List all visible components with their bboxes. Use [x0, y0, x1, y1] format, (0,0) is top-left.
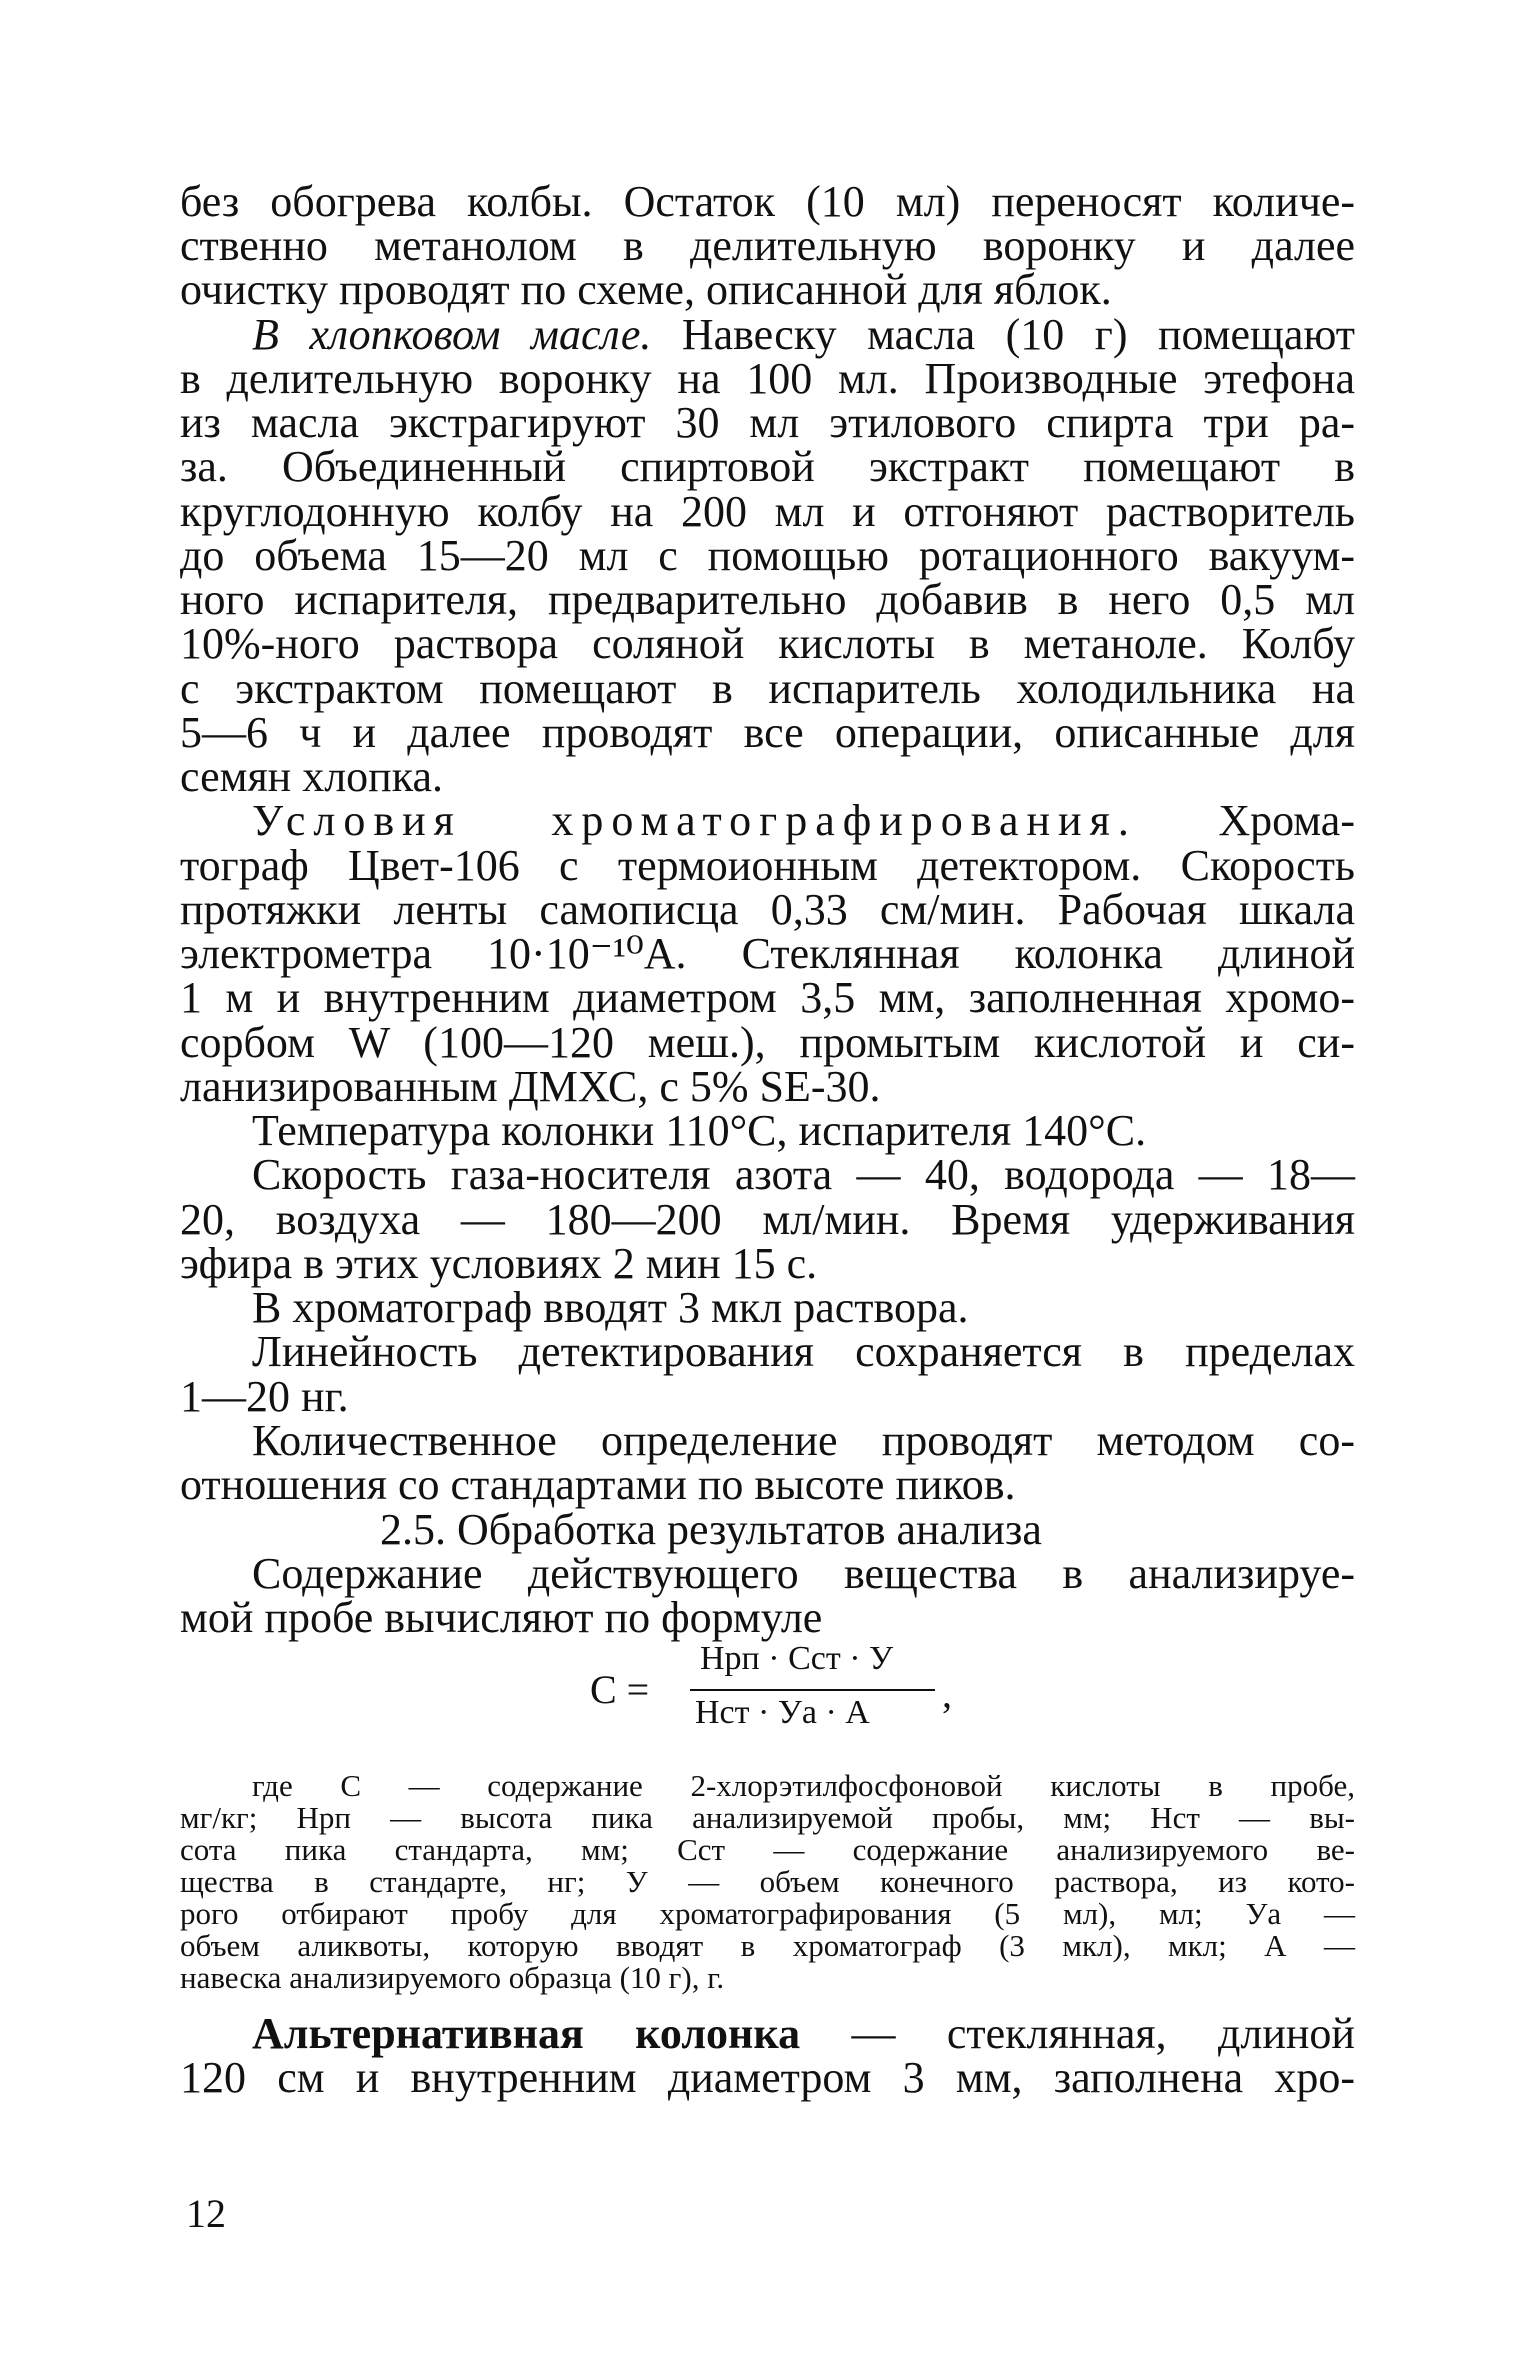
text-line: протяжки ленты самописца 0,33 см/мин. Рабочая шкала	[180, 885, 1355, 934]
formula-denominator: Hст · Уа · A	[695, 1694, 870, 1731]
text-line: 20, воздуха — 180—200 мл/мин. Время удерживания	[180, 1195, 1355, 1244]
where-line: объем аликвоты, которую вводят в хроматограф (3 мкл), мкл; А —	[180, 1928, 1355, 1963]
text-line: из масла экстрагируют 30 мл этилового спирта три ра-	[180, 398, 1355, 447]
where-line: щества в стандарте, нг; У — объем конечного раствора, из кото-	[180, 1864, 1355, 1899]
text-line: Содержание действующего вещества в анализируе-	[252, 1549, 1355, 1598]
text-line: 1—20 нг.	[180, 1372, 349, 1421]
text-line: 120 см и внутренним диаметром 3 мм, заполнена хро-	[180, 2053, 1355, 2102]
page-number: 12	[186, 2191, 226, 2236]
text-line: мой пробе вычисляют по формуле	[180, 1593, 823, 1642]
fraction-bar	[690, 1689, 935, 1691]
section-heading-spaced: Условия хроматографирования.	[252, 796, 1137, 845]
paragraph-alternative-column	[252, 2009, 1355, 2058]
where-line: мг/кг; Hрп — высота пика анализируемой пробы, мм; Hст — вы-	[180, 1800, 1355, 1835]
text-line: 10%-ного раствора соляной кислоты в метаноле. Колбу	[180, 619, 1355, 668]
where-line: сота пика стандарта, мм; Cст — содержание анализируемого ве-	[180, 1832, 1355, 1867]
formula-lhs: C =	[590, 1667, 650, 1712]
text-line: 1 м и внутренним диаметром 3,5 мм, заполненная хромо-	[180, 973, 1355, 1022]
text-line: ного испарителя, предварительно добавив в него 0,5 мл	[180, 575, 1355, 624]
formula	[590, 1640, 990, 1740]
text-line: Количественное определение проводят методом со-	[252, 1416, 1355, 1465]
text-line: Скорость газа-носителя азота — 40, водорода — 18—	[252, 1150, 1355, 1199]
paragraph-conditions	[252, 796, 1355, 845]
text-line: до объема 15—20 мл с помощью ротационного вакуум-	[180, 531, 1355, 580]
text-line: эфира в этих условиях 2 мин 15 с.	[180, 1239, 818, 1288]
text-line: ственно метанолом в делительную воронку и далее	[180, 221, 1355, 270]
paragraph-cotton-oil	[252, 310, 1355, 359]
text-line: в делительную воронку на 100 мл. Производные этефона	[180, 354, 1355, 403]
text-line: сорбом W (100—120 меш.), промытым кислотой и си-	[180, 1018, 1355, 1067]
text-line: с экстрактом помещают в испаритель холодильника на	[180, 664, 1355, 713]
formula-numerator: Hрп · Cст · У	[700, 1640, 894, 1677]
text-line: за. Объединенный спиртовой экстракт помещают в	[180, 442, 1355, 491]
text-line: семян хлопка.	[180, 752, 443, 801]
text-line: В хроматограф вводят 3 мкл раствора.	[252, 1283, 969, 1332]
section-title: 2.5. Обработка результатов анализа	[380, 1505, 1042, 1554]
formula-comma: ,	[942, 1671, 952, 1716]
text-line: очистку проводят по схеме, описанной для яблок.	[180, 265, 1112, 314]
text-line: Температура колонки 110°C, испарителя 140°C.	[252, 1106, 1147, 1155]
text-line: 5—6 ч и далее проводят все операции, описанные для	[180, 708, 1355, 757]
where-line: где С — содержание 2-хлорэтилфосфоновой кислоты в пробе,	[252, 1768, 1355, 1803]
section-heading-italic: В хлопковом масле.	[252, 310, 652, 359]
text-run: Хрома-	[1136, 796, 1355, 845]
text-run: — стеклянная, длиной	[800, 2009, 1355, 2058]
where-line: навеска анализируемого образца (10 г), г.	[180, 1960, 725, 1995]
where-line: рого отбирают пробу для хроматографирования (5 мл), мл; Уа —	[180, 1896, 1355, 1931]
text-run: Навеску масла (10 г) помещают	[651, 310, 1355, 359]
text-line: Линейность детектирования сохраняется в пределах	[252, 1327, 1355, 1376]
text-line: ланизированным ДМХС, с 5% SE-30.	[180, 1062, 881, 1111]
text-line: электрометра 10·10⁻¹⁰А. Стеклянная колонка длиной	[180, 929, 1355, 978]
bold-term: Альтернативная колонка	[252, 2009, 801, 2058]
text-line: тограф Цвет-106 с термоионным детектором. Скорость	[180, 841, 1355, 890]
text-line: без обогрева колбы. Остаток (10 мл) переносят количе-	[180, 177, 1355, 226]
text-line: круглодонную колбу на 200 мл и отгоняют растворитель	[180, 487, 1355, 536]
text-line: отношения со стандартами по высоте пиков.	[180, 1460, 1016, 1509]
